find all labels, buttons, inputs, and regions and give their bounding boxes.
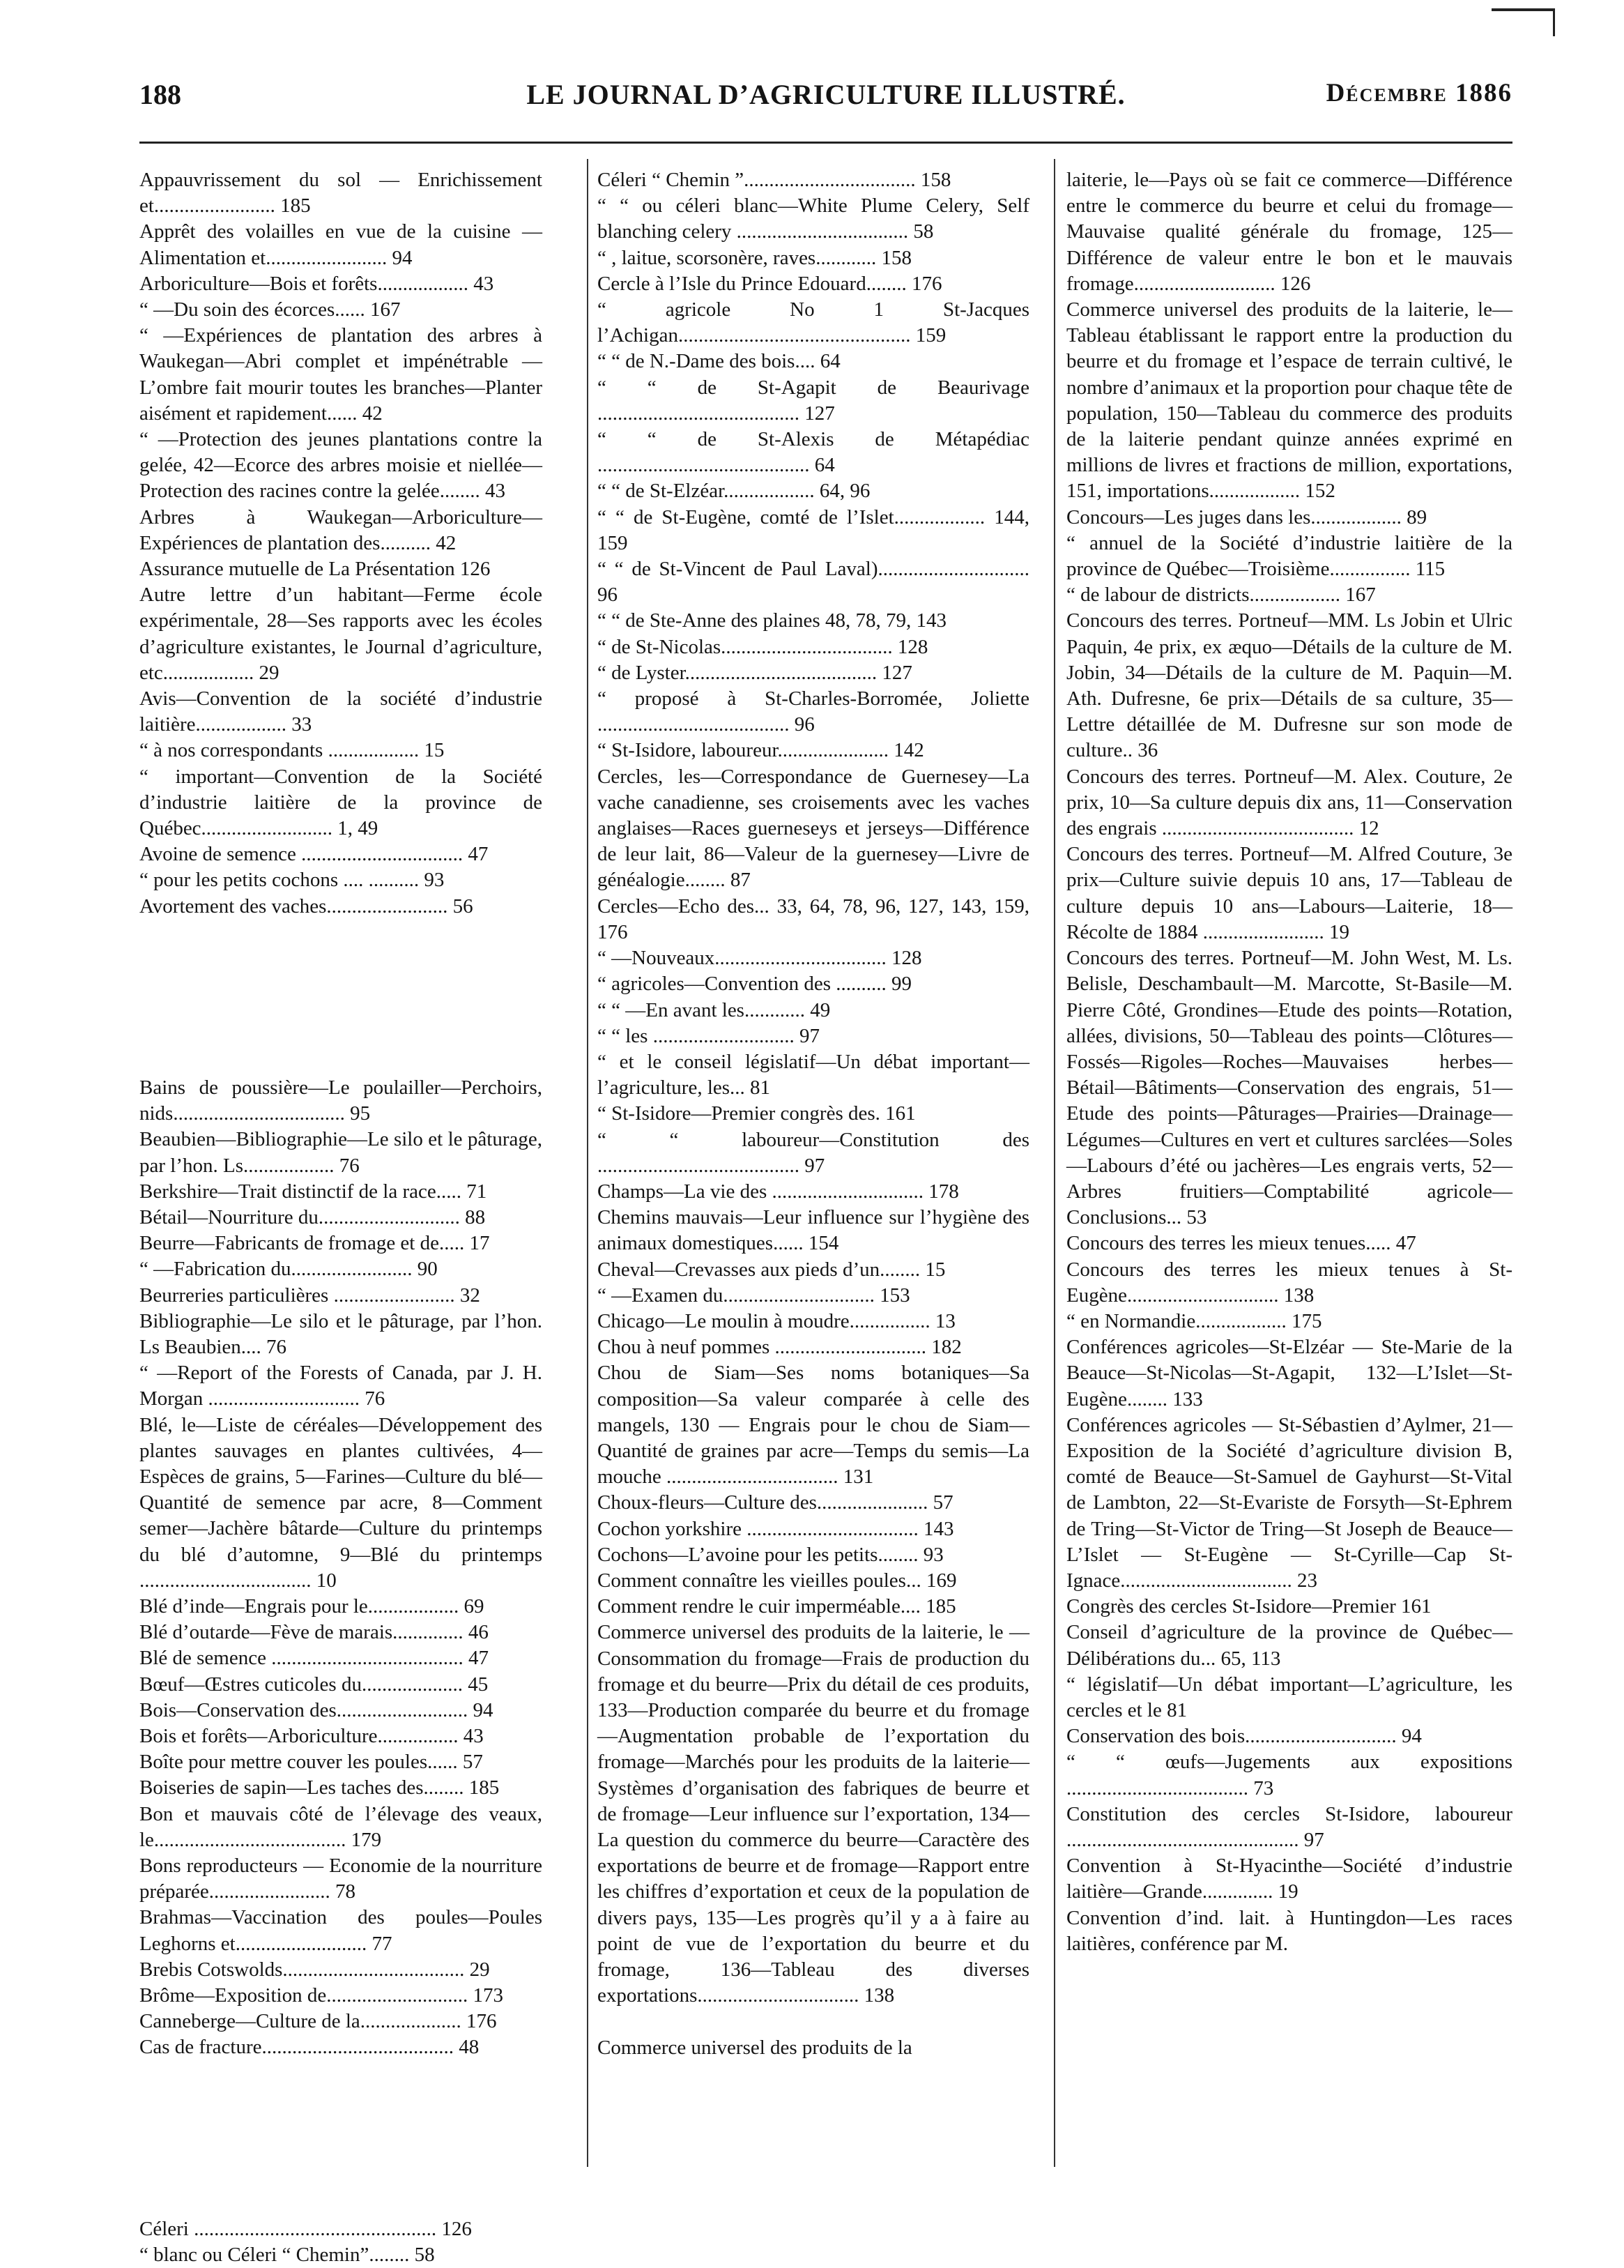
index-entry: Bois—Conservation des.......................... 94	[139, 1698, 493, 1721]
index-entry: Comment connaître les vieilles poules... 169	[597, 1569, 957, 1592]
index-entry: “ —Protection des jeunes plantations contre la gelée, 42—Ecorce des arbres moisie et niellée—Protection des racines contre la gelée........ 43	[139, 428, 542, 503]
index-entry: Chou à neuf pommes .............................. 182	[597, 1336, 962, 1359]
index-entry: Blé, le—Liste de céréales—Développement des plantes sauvages en plantes cultivées, 4—Espèces de grains, 5—Farines—Culture du blé—Quantité de semence par acre, 8—Comment semer—Jachère bâtarde—Culture du printemps du blé d’automne, 9—Blé du printemps .................................. 10	[139, 1413, 542, 1592]
index-entry: “ “ les ............................ 97	[597, 1024, 820, 1047]
index-entry: “ “ de N.-Dame des bois.... 64	[597, 350, 841, 373]
index-entry: Commerce universel des produits de la laiterie, le — Consommation du fromage—Frais de production du fromage et du beurre—Prix du détail de ces produits, 133—Production comparée du beurre et du fromage—Augmentation probable de l’exportation du fromage—Marchés pour les produits de la laiterie—Systèmes d’organisation des fabriques de beurre et de fromage—Leur influence sur l’exportation, 134—La question du commerce du beurre—Caractère des exportations de beurre et de fromage—Rapport entre les chiffres d’exportation et ceux de la population de divers pays, 135—Les progrès qu’il y a à faire au point de vue de l’exportation du beurre et du fromage, 136—Tableau des diverses exportations................................ 138	[597, 1621, 1029, 2007]
index-entry: “ annuel de la Société d’industrie laitière de la province de Québec—Troisième................ 115	[1066, 531, 1512, 581]
index-entry: Appauvrissement du sol — Enrichissement et........................ 185	[139, 169, 542, 218]
index-entry: “ et le conseil législatif—Un débat important—l’agriculture, les... 81	[597, 1050, 1029, 1099]
index-entry: Cercles—Echo des... 33, 64, 78, 96, 127, 143, 159, 176	[597, 895, 1029, 943]
index-entry: Beurreries particulières ........................ 32	[139, 1284, 480, 1307]
index-column-2	[597, 167, 1029, 2062]
index-entry: Beaubien—Bibliographie—Le silo et le pâturage, par l’hon. Ls.................. 76	[139, 1128, 542, 1177]
page-number: 188	[139, 79, 181, 110]
index-entry: Constitution des cercles St-Isidore, laboureur .............................................. 97	[1066, 1802, 1512, 1851]
index-entry: Canneberge—Culture de la.................... 176	[139, 2010, 497, 2033]
index-entry: Brebis Cotswolds.................................... 29	[139, 1958, 490, 1981]
index-entry: “ “ laboureur—Constitution des ........................................ 97	[597, 1128, 1029, 1177]
index-entry: “ important—Convention de la Société d’industrie laitière de la province de Québec.......................... 1, 49	[139, 765, 542, 840]
section-gap	[139, 920, 542, 1075]
index-entry: Bois et forêts—Arboriculture................ 43	[139, 1724, 484, 1747]
index-entry: “ agricoles—Convention des .......... 99	[597, 973, 912, 996]
index-entry: Concours des terres les mieux tenues à St-Eugène.............................. 138	[1066, 1258, 1512, 1307]
index-entry: “ de St-Nicolas.................................. 128	[597, 635, 928, 658]
index-entry: Chou de Siam—Ses noms botaniques—Sa composition—Sa valeur comparée à celle des mangels, 130 — Engrais pour le chou de Siam—Quantité de graines par acre—Temps du semis—La mouche .................................. 131	[597, 1362, 1029, 1489]
index-entry: “ —Du soin des écorces...... 167	[139, 298, 401, 321]
index-entry: “ de Lyster...................................... 127	[597, 661, 912, 684]
column-divider	[587, 159, 588, 2167]
index-entry: Blé d’inde—Engrais pour le.................. 69	[139, 1595, 484, 1618]
journal-title: LE JOURNAL D’AGRICULTURE ILLUSTRÉ.	[526, 79, 1126, 110]
index-entry: Boîte pour mettre couver les poules...... 57	[139, 1751, 483, 1774]
index-entry: Autre lettre d’un habitant—Ferme école expérimentale, 28—Ses rapports avec les écoles d’agriculture existantes, le Journal d’agriculture, etc.................. 29	[139, 584, 542, 684]
index-entry: Blé de semence ...................................... 47	[139, 1647, 489, 1670]
index-entry: “ “ —En avant les............ 49	[597, 998, 831, 1021]
header-rule	[139, 142, 1512, 144]
index-entry: Beurre—Fabricants de fromage et de..... 17	[139, 1232, 490, 1255]
index-entry: Avoine de semence ................................ 47	[139, 843, 489, 866]
index-entry: Arbres à Waukegan—Arboriculture—Expériences de plantation des.......... 42	[139, 505, 542, 554]
index-entry: Concours des terres. Portneuf—M. Alex. Couture, 2e prix, 10—Sa culture depuis dix ans, 11—Conservation des engrais ...................................... 12	[1066, 765, 1512, 840]
index-entry: Commerce universel des produits de la laiterie, le—Tableau établissant le rapport entre la production du beurre et du fromage et l’espace de terrain cultivé, le nombre d’animaux et la proportion pour chaque tête de population, 150—Tableau du commerce des produits de la laiterie pendant quinze années exprimé en millions de livres et fractions de million, exportations, 151, importations.................. 152	[1066, 298, 1512, 503]
index-entry: Commerce universel des produits de la	[597, 2037, 912, 2060]
index-entry: Convention d’ind. lait. à Huntingdon—Les races laitières, conférence par M.	[1066, 1906, 1512, 1955]
index-entry: Blé d’outarde—Fève de marais.............. 46	[139, 1621, 489, 1644]
index-entry: Assurance mutuelle de La Présentation 126	[139, 558, 491, 581]
index-entry: “ —Examen du.............................. 153	[597, 1284, 910, 1307]
index-column-3	[1066, 167, 1512, 1957]
index-entry: Boiseries de sapin—Les taches des........ 185	[139, 1776, 500, 1799]
index-entry: “ proposé à St-Charles-Borromée, Joliette ...................................... 96	[597, 687, 1029, 736]
index-entry: “ blanc ou Céleri “ Chemin”........ 58	[139, 2243, 435, 2266]
section-gap	[139, 2061, 542, 2216]
index-entry: Bibliographie—Le silo et le pâturage, par l’hon. Ls Beaubien.... 76	[139, 1309, 542, 1358]
index-entry: “ “ de St-Alexis de Métapédiac .......................................... 64	[597, 428, 1029, 477]
corner-mark-vertical	[1553, 8, 1555, 36]
index-column-1	[139, 167, 542, 2268]
index-entry: Concours—Les juges dans les.................. 89	[1066, 505, 1427, 528]
page-header	[139, 78, 1512, 120]
index-entry: “ “ de St-Vincent de Paul Laval).............................. 96	[597, 558, 1029, 607]
index-entry: Cochon yorkshire .................................. 143	[597, 1517, 954, 1540]
index-entry: Champs—La vie des .............................. 178	[597, 1180, 959, 1203]
index-entry: “ “ de St-Elzéar.................. 64, 96	[597, 480, 871, 503]
index-entry: Céleri ................................................ 126	[139, 2217, 472, 2240]
index-entry: Bon et mauvais côté de l’élevage des veaux, le...................................... 179	[139, 1802, 542, 1851]
index-entry: “ “ de Ste-Anne des plaines 48, 78, 79, 143	[597, 609, 947, 632]
index-entry: Concours des terres. Portneuf—M. Alfred Couture, 3e prix—Culture suivie depuis 10 ans, 17—Tableau de culture depuis 10 ans—Labours—Laiterie, 18—Récolte de 1884 ........................ 19	[1066, 843, 1512, 943]
index-entry: “ —Nouveaux.................................. 128	[597, 947, 922, 970]
index-entry: Concours des terres. Portneuf—M. John West, M. Ls. Belisle, Deschambault—M. Marcotte, St-Basile—M. Pierre Côté, Grondines—Etude des points—Rotation, allées, divisions, 50—Tableau des points—Clôtures—Fossés—Rigoles—Roches—Mauvaises herbes—Bétail—Bâtiments—Conservation des engrais, 51—Etude des points—Pâturages—Prairies—Drainage—Légumes—Cultures en vert et cultures sarclées—Soles—Labours d’été ou jachères—Les engrais verts, 52—Arbres fruitiers—Comptabilité agricole—Conclusions... 53	[1066, 947, 1512, 1229]
index-entry: “ pour les petits cochons .... .......... 93	[139, 869, 445, 892]
index-entry: Avortement des vaches........................ 56	[139, 895, 473, 918]
index-entry: Bœuf—Œstres cuticoles du.................... 45	[139, 1673, 489, 1696]
index-entry: Chemins mauvais—Leur influence sur l’hygiène des animaux domestiques...... 154	[597, 1206, 1029, 1255]
index-entry: “ “ de St-Agapit de Beaurivage ........................................ 127	[597, 376, 1029, 425]
index-entry: “ “ de St-Eugène, comté de l’Islet.................. 144, 159	[597, 505, 1029, 554]
index-entry: Conservation des bois.............................. 94	[1066, 1725, 1422, 1748]
index-entry: “ à nos correspondants .................. 15	[139, 739, 445, 762]
index-entry: Cas de fracture...................................... 48	[139, 2036, 480, 2059]
index-entry: Apprêt des volailles en vue de la cuisine —Alimentation et........................ 94	[139, 220, 542, 269]
index-entry: Concours des terres les mieux tenues..... 47	[1066, 1232, 1416, 1255]
index-entry: Bétail—Nourriture du............................ 88	[139, 1205, 486, 1228]
index-entry: Conférences agricoles — St-Sébastien d’Aylmer, 21—Exposition de la Société d’agriculture division B, comté de Beauce—St-Samuel de Gayhurst—St-Vital de Lambton, 22—St-Evariste de Forsyth—St-Ephrem de Tring—St-Victor de Tring—St Joseph de Beauce—L’Islet — St-Eugène — St-Cyrille—Cap St-Ignace.................................. 23	[1066, 1413, 1512, 1592]
index-entry: Brahmas—Vaccination des poules—Poules Leghorns et.......................... 77	[139, 1906, 542, 1955]
index-entry: Concours des terres. Portneuf—MM. Ls Jobin et Ulric Paquin, 4e prix, ex æquo—Détails de la culture de M. Jobin, 34—Détails de la culture de M. Paquin—M. Ath. Dufresne, 6e prix—Détails de sa culture, 35—Lettre détaillée de M. Dufresne sur son mode de culture.. 36	[1066, 609, 1512, 762]
index-entry: Berkshire—Trait distinctif de la race..... 71	[139, 1180, 487, 1203]
index-entry: Comment rendre le cuir imperméable.... 185	[597, 1595, 956, 1618]
corner-mark	[1492, 8, 1554, 11]
index-entry: Congrès des cercles St-Isidore—Premier 161	[1066, 1595, 1432, 1618]
index-entry: Chicago—Le moulin à moudre................ 13	[597, 1309, 956, 1332]
index-entry: Cercle à l’Isle du Prince Edouard........ 176	[597, 272, 942, 295]
index-entry: Bons reproducteurs — Economie de la nourriture préparée........................ 78	[139, 1854, 542, 1903]
index-entry: Conférences agricoles—St-Elzéar — Ste-Marie de la Beauce—St-Nicolas—St-Agapit, 132—L’Islet—St-Eugène........ 133	[1066, 1336, 1512, 1410]
index-entry: “ en Normandie.................. 175	[1066, 1309, 1322, 1332]
index-entry: “ agricole No 1 St-Jacques l’Achigan.............................................. 159	[597, 298, 1029, 347]
index-entry: “ législatif—Un débat important—L’agriculture, les cercles et le 81	[1066, 1673, 1512, 1721]
index-entry: Cochons—L’avoine pour les petits........ 93	[597, 1543, 944, 1566]
index-entry: Choux-fleurs—Culture des...................... 57	[597, 1491, 953, 1514]
section-gap	[597, 2009, 1029, 2035]
index-entry: Arboriculture—Bois et forêts.................. 43	[139, 272, 494, 295]
index-entry: “ —Fabrication du........................ 90	[139, 1258, 438, 1281]
index-entry: “ St-Isidore—Premier congrès des. 161	[597, 1102, 916, 1125]
column-divider	[1054, 159, 1055, 2167]
index-entry: Bains de poussière—Le poulailler—Perchoirs, nids.................................. 95	[139, 1076, 542, 1125]
index-entry: laiterie, le—Pays où se fait ce commerce—Différence entre le commerce du beurre et celui du fromage—Mauvaise qualité générale du fromage, 125—Différence de valeur entre le bon et le mauvais fromage............................ 126	[1066, 169, 1512, 295]
index-entry: “ “ ou céleri blanc—White Plume Celery, Self blanching celery .................................. 58	[597, 195, 1029, 243]
index-entry: “ “ œufs—Jugements aux expositions .................................... 73	[1066, 1751, 1512, 1799]
index-entry: Brôme—Exposition de............................ 173	[139, 1984, 503, 2007]
index-entry: Cercles, les—Correspondance de Guernesey—La vache canadienne, ses croisements avec les vaches anglaises—Races guerneseys et jerseys—Différence de leur lait, 86—Valeur de la guernesey—Livre de généalogie........ 87	[597, 765, 1029, 892]
index-entry: Convention à St-Hyacinthe—Société d’industrie laitière—Grande.............. 19	[1066, 1855, 1512, 1903]
issue-date: Décembre 1886	[1326, 79, 1512, 107]
index-entry: Avis—Convention de la société d’industrie laitière.................. 33	[139, 687, 542, 736]
index-entry: “ —Expériences de plantation des arbres à Waukegan—Abri complet et impénétrable — L’ombre fait mourir toutes les branches—Planter aisément et rapidement...... 42	[139, 324, 542, 425]
index-entry: “ —Report of the Forests of Canada, par J. H. Morgan .............................. 76	[139, 1362, 542, 1410]
index-entry: “ de labour de districts.................. 167	[1066, 584, 1376, 607]
index-entry: Céleri “ Chemin ”.................................. 158	[597, 169, 951, 191]
index-entry: “ , laitue, scorsonère, raves............ 158	[597, 246, 912, 269]
index-entry: Conseil d’agriculture de la province de Québec—Délibérations du... 65, 113	[1066, 1621, 1512, 1670]
index-entry: Cheval—Crevasses aux pieds d’un........ 15	[597, 1258, 946, 1281]
index-entry: “ St-Isidore, laboureur...................... 142	[597, 739, 924, 762]
